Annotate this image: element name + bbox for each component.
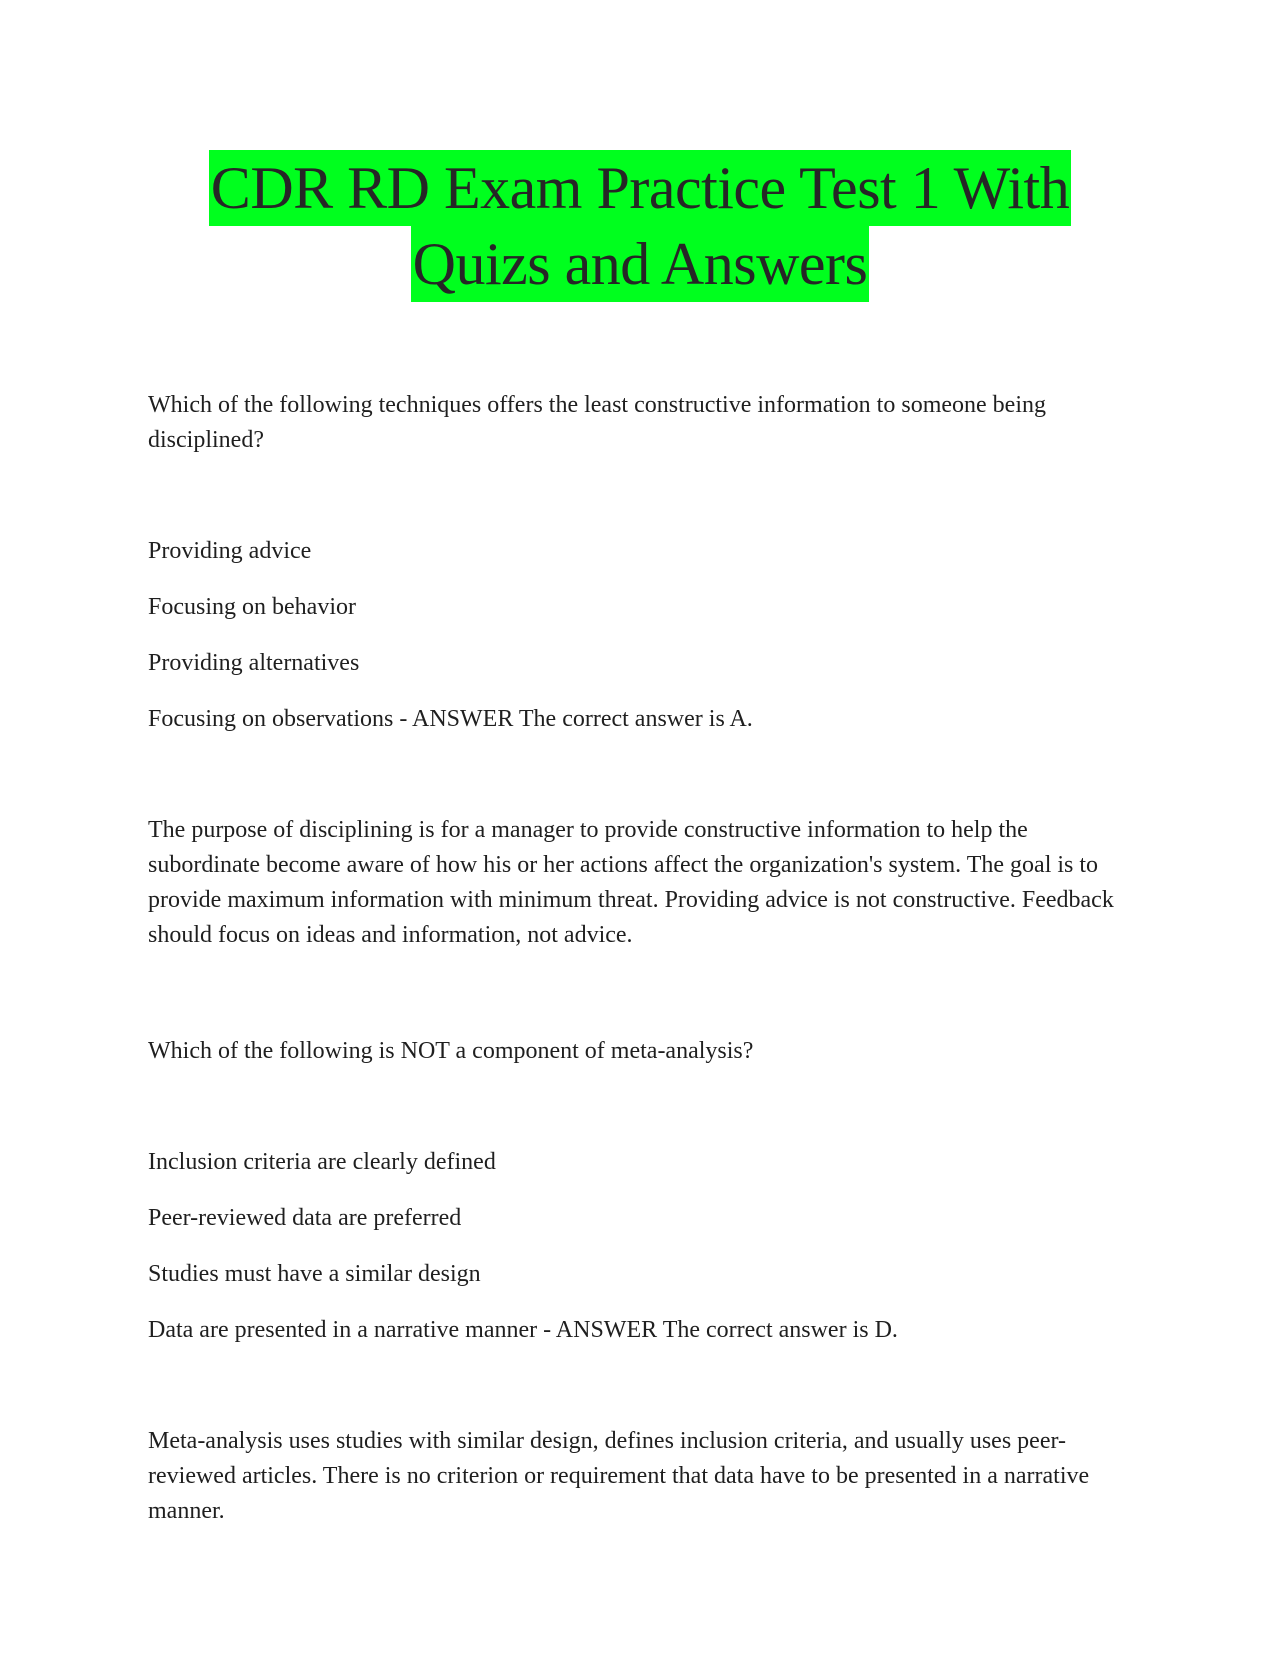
question-2-option-d: Data are presented in a narrative manner - ANSWER The correct answer is D.	[148, 1317, 898, 1343]
question-2-explanation	[148, 1424, 1138, 1529]
question-2-option-a: Inclusion criteria are clearly defined	[148, 1149, 496, 1175]
question-1-option-c: Providing alternatives	[148, 650, 360, 676]
explanation-text: Meta-analysis uses studies with similar design, defines inclusion criteria, and usually uses peer-reviewed articles. There is no criterion or requirement that data have to be presented in a narrative manner.	[148, 1428, 1090, 1524]
explanation-text: The purpose of disciplining is for a manager to provide constructive information to help the subordinate become aware of how his or her actions affect the organization's system. The goal is to provide maximum information with minimum threat. Providing advice is not constructive. Feedback should focus on ideas and information, not advice.	[148, 817, 1114, 948]
question-1-option-d: Focusing on observations - ANSWER The correct answer is A.	[148, 706, 753, 732]
question-2-option-b: Peer-reviewed data are preferred	[148, 1205, 462, 1231]
question-2-option-c: Studies must have a similar design	[148, 1261, 481, 1287]
title-line-1: CDR RD Exam Practice Test 1 With	[209, 150, 1071, 226]
question-2	[148, 1034, 1138, 1069]
question-1-explanation	[148, 813, 1138, 953]
question-1-option-b: Focusing on behavior	[148, 594, 356, 620]
question-1	[148, 388, 1138, 458]
question-1-option-a: Providing advice	[148, 538, 312, 564]
question-text: Which of the following is NOT a component of meta-analysis?	[148, 1038, 754, 1064]
document-title	[0, 150, 1280, 302]
question-text: Which of the following techniques offers the least constructive information to someone being disciplined?	[148, 392, 1046, 453]
title-line-2: Quizs and Answers	[411, 226, 870, 302]
